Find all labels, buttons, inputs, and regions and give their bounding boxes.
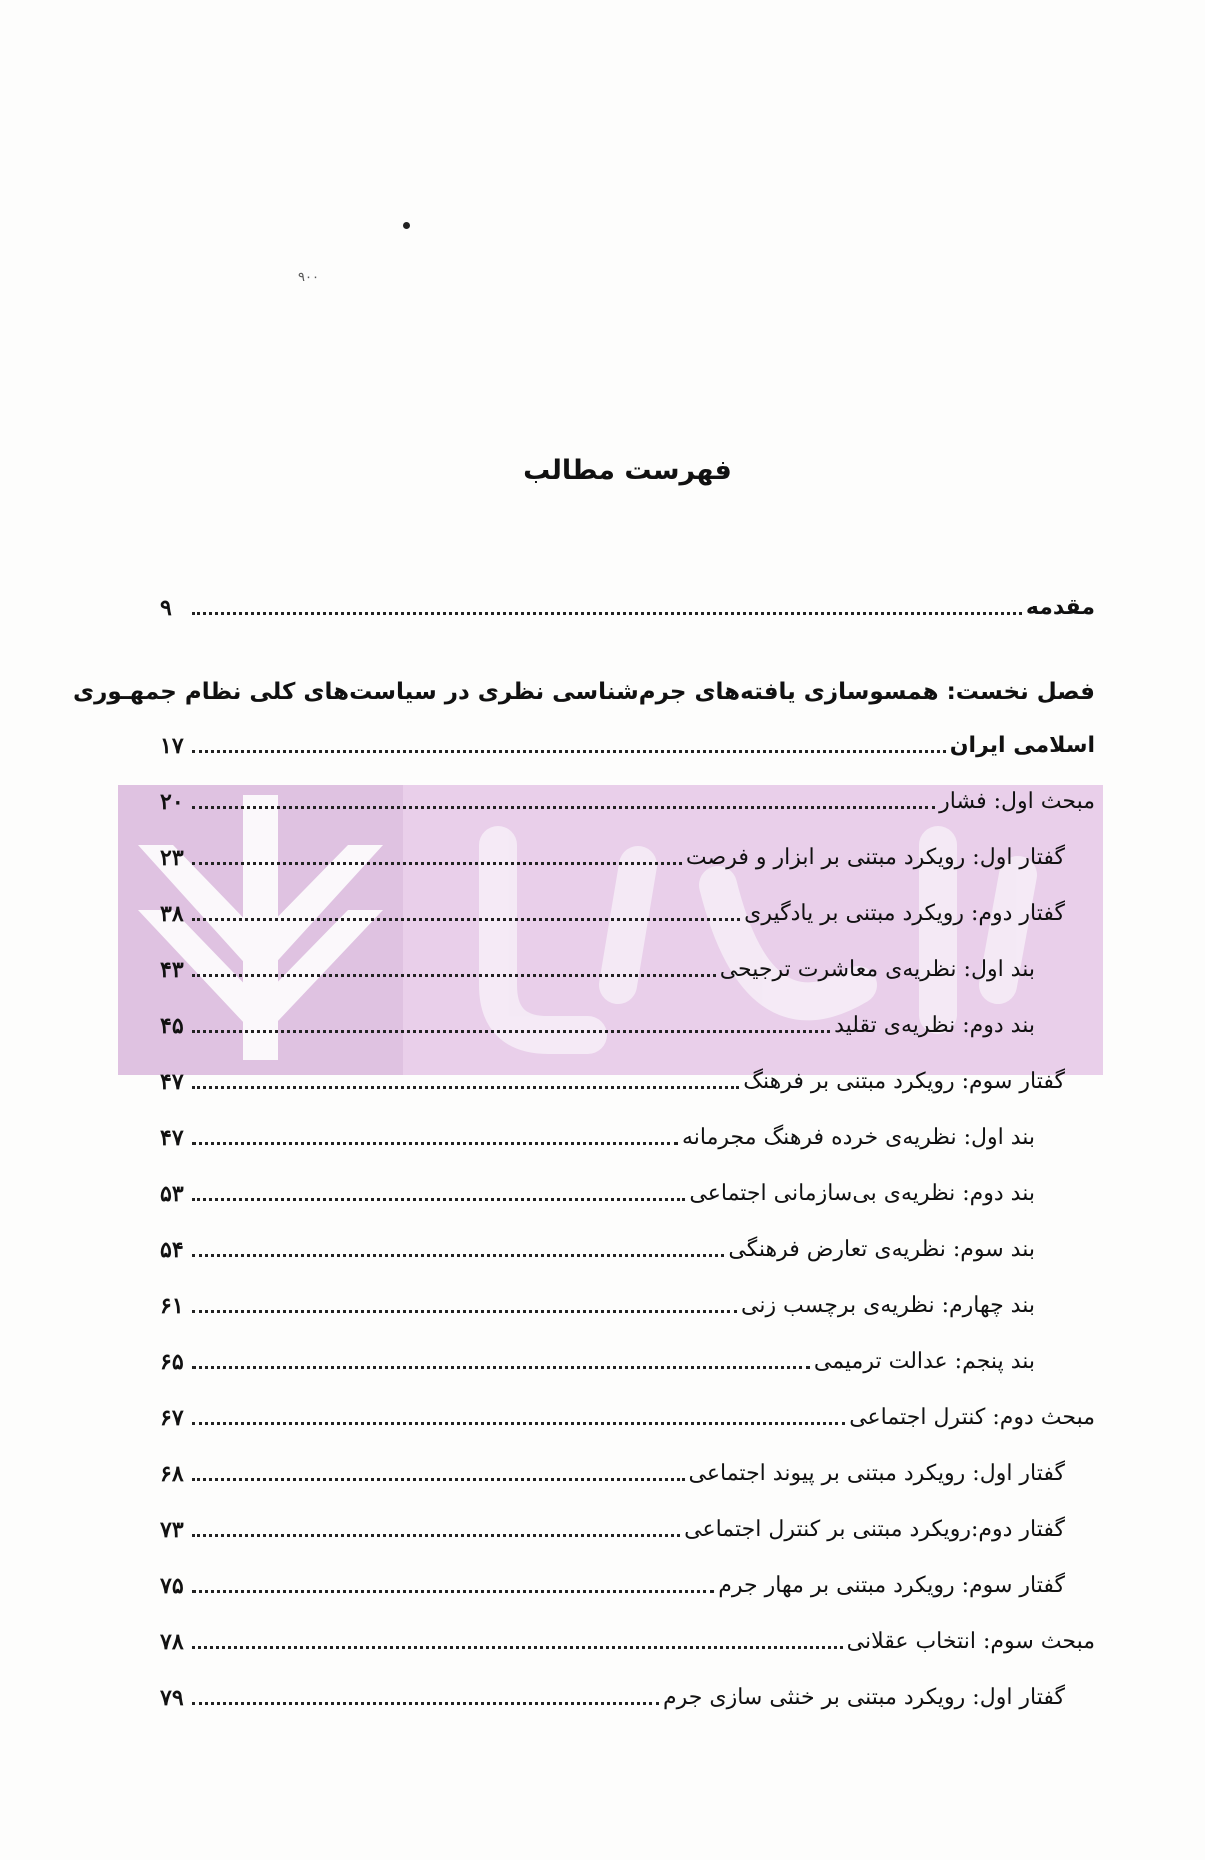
toc-entry xyxy=(160,985,1095,1041)
toc-entry-label: گفتار اول: رویکرد مبتنی بر ابزار و فرصت xyxy=(685,845,1065,870)
leader-dots xyxy=(192,1254,724,1257)
leader-dots xyxy=(192,1198,685,1201)
toc-entry-page: ۷۵ xyxy=(160,1573,184,1599)
chapter-heading: فصل نخست: همسوسازی یافته‌های جرم‌شناسی نظری در سیاست‌های کلی نظام جمهـوری xyxy=(73,679,1095,705)
toc-entry xyxy=(160,1209,1095,1265)
toc-entry xyxy=(160,1041,1095,1097)
toc-entry-label: گفتار اول: رویکرد مبتنی بر خنثی سازی جرم xyxy=(663,1685,1065,1710)
toc-entry-label: مبحث دوم: کنترل اجتماعی xyxy=(849,1405,1095,1430)
toc-entry xyxy=(160,1601,1095,1657)
page-title: فهرست مطالب xyxy=(523,455,732,486)
leader-dots xyxy=(192,1310,737,1313)
toc-entry xyxy=(160,1657,1095,1713)
toc-entry-page: ۹ xyxy=(160,595,172,621)
toc-entry-label: گفتار دوم:رویکرد مبتنی بر کنترل اجتماعی xyxy=(684,1517,1065,1542)
toc-entry-intro xyxy=(160,567,1095,623)
toc-entry-label: بند سوم: نظریه‌ی تعارض فرهنگی xyxy=(728,1237,1035,1262)
toc-entry xyxy=(160,761,1095,817)
toc-entry-page: ۵۴ xyxy=(160,1237,184,1263)
toc-entry-page: ۶۷ xyxy=(160,1405,184,1431)
toc-entry xyxy=(160,929,1095,985)
toc-entry-label: بند چهارم: نظریه‌ی برچسب زنی xyxy=(740,1293,1035,1318)
toc-entry-page: ۴۷ xyxy=(160,1069,184,1095)
toc-entry xyxy=(160,1377,1095,1433)
toc-entry xyxy=(160,1545,1095,1601)
toc-entry-label: بند اول: نظریه‌ی معاشرت ترجیحی xyxy=(719,957,1035,982)
toc-entry-label: بند دوم: نظریه‌ی تقلید xyxy=(834,1013,1035,1038)
handwritten-mark: ۹۰۰ xyxy=(298,270,319,285)
leader-dots xyxy=(192,806,935,809)
toc-entry-page: ۷۹ xyxy=(160,1685,184,1711)
toc-entry-page: ۷۸ xyxy=(160,1629,184,1655)
leader-dots xyxy=(192,1422,845,1425)
ink-dot xyxy=(403,222,410,229)
leader-dots xyxy=(192,1366,810,1369)
toc-entry-page: ۷۳ xyxy=(160,1517,184,1543)
toc-entry-page: ۲۳ xyxy=(160,845,184,871)
toc-entry-page: ۱۷ xyxy=(160,733,184,759)
toc-entry-page: ۴۵ xyxy=(160,1013,184,1039)
leader-dots xyxy=(192,1702,659,1705)
leader-dots xyxy=(192,1534,680,1537)
toc-entry-page: ۶۵ xyxy=(160,1349,184,1375)
leader-dots xyxy=(192,750,946,753)
leader-dots xyxy=(192,1646,843,1649)
toc-entry-label: مبحث سوم: انتخاب عقلانی xyxy=(846,1629,1095,1654)
leader-dots xyxy=(192,1478,685,1481)
toc-entry xyxy=(160,1433,1095,1489)
toc-entry xyxy=(160,1097,1095,1153)
leader-dots xyxy=(192,612,1022,615)
toc-entry xyxy=(160,1489,1095,1545)
leader-dots xyxy=(192,862,682,865)
toc-entry-page: ۶۱ xyxy=(160,1293,184,1319)
leader-dots xyxy=(192,918,740,921)
toc-entry-label: مبحث اول: فشار xyxy=(939,789,1095,814)
toc-entry-chapter xyxy=(160,705,1095,761)
leader-dots xyxy=(192,1086,739,1089)
toc-entry-page: ۲۰ xyxy=(160,789,184,815)
leader-dots xyxy=(192,974,716,977)
toc-entry-page: ۳۸ xyxy=(160,901,184,927)
toc-entry xyxy=(160,1153,1095,1209)
leader-dots xyxy=(192,1030,830,1033)
toc-entry-page: ۴۷ xyxy=(160,1125,184,1151)
toc-entry-label: گفتار سوم: رویکرد مبتنی بر فرهنگ xyxy=(743,1069,1065,1094)
toc-entry-label: بند پنجم: عدالت ترمیمی xyxy=(813,1349,1035,1374)
toc-entry xyxy=(160,873,1095,929)
toc-entry-label: اسلامی ایران xyxy=(949,733,1095,758)
toc-entry-label: گفتار اول: رویکرد مبتنی بر پیوند اجتماعی xyxy=(688,1461,1065,1486)
toc-entry-page: ۵۳ xyxy=(160,1181,184,1207)
toc-entry xyxy=(160,817,1095,873)
toc-entry-label: گفتار دوم: رویکرد مبتنی بر یادگیری xyxy=(744,901,1065,926)
toc-entry-page: ۴۳ xyxy=(160,957,184,983)
toc-entry-page: ۶۸ xyxy=(160,1461,184,1487)
leader-dots xyxy=(192,1142,678,1145)
toc-entry-label: مقدمه xyxy=(1025,595,1095,620)
toc-entry xyxy=(160,1321,1095,1377)
toc-entry-label: گفتار سوم: رویکرد مبتنی بر مهار جرم xyxy=(718,1573,1065,1598)
leader-dots xyxy=(192,1590,714,1593)
page-marks xyxy=(0,0,1205,300)
table-of-contents xyxy=(73,455,1095,1713)
toc-entry xyxy=(160,1265,1095,1321)
toc-entry-label: بند اول: نظریه‌ی خرده فرهنگ مجرمانه xyxy=(681,1125,1035,1150)
toc-entry-label: بند دوم: نظریه‌ی بی‌سازمانی اجتماعی xyxy=(689,1181,1035,1206)
